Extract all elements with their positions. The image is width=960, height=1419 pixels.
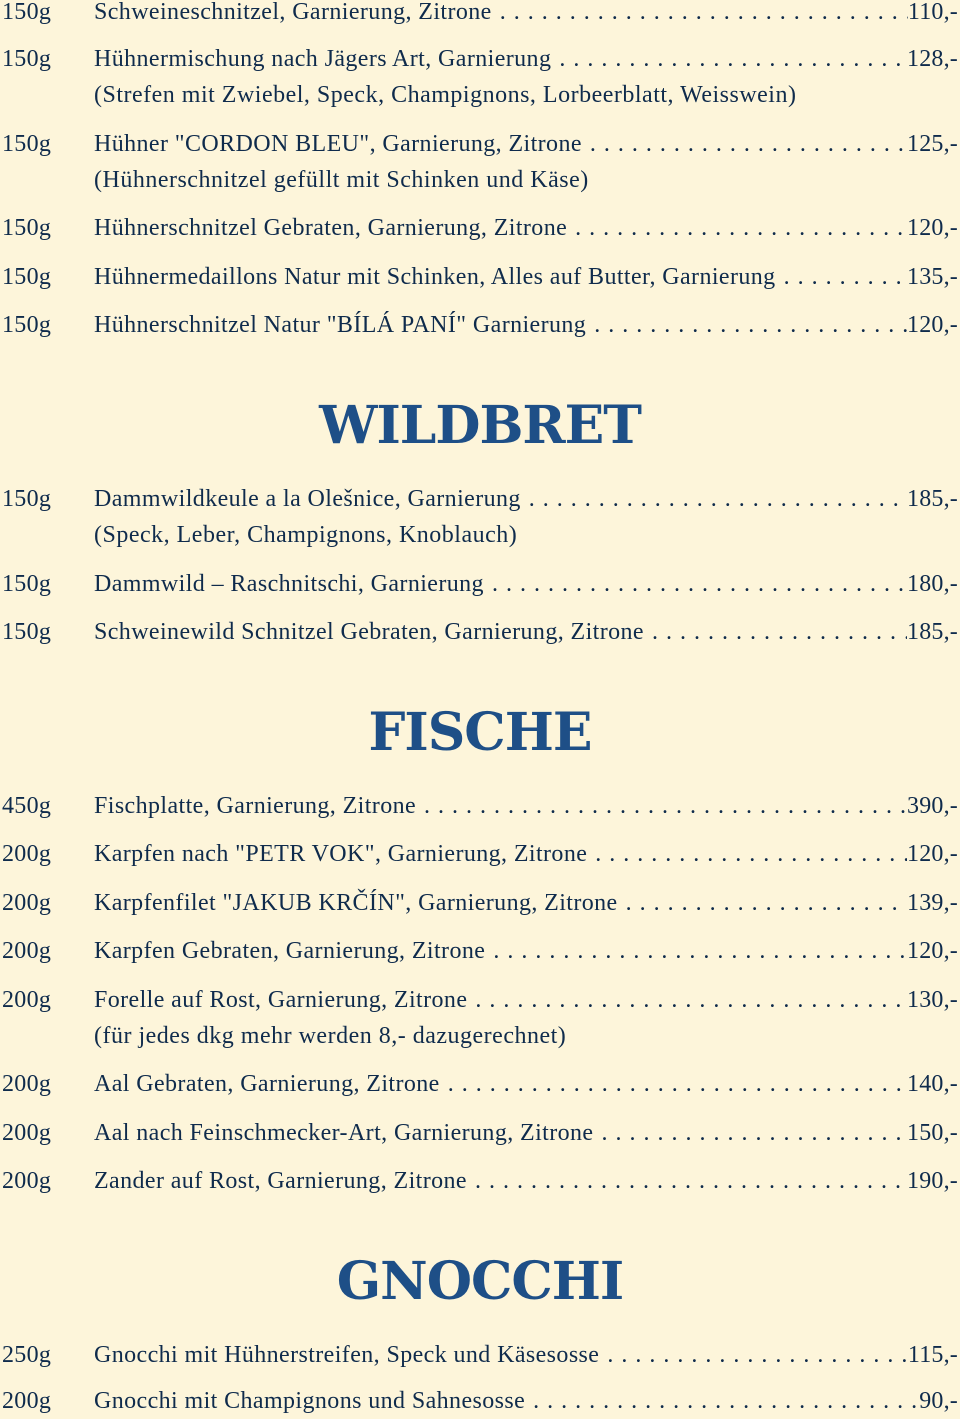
- item-name: Karpfen nach "PETR VOK", Garnierung, Zitrone: [94, 841, 588, 867]
- item-weight: 150g: [2, 215, 52, 241]
- item-price: 90,-: [919, 1388, 958, 1414]
- item-price: 128,-: [907, 46, 958, 72]
- item-price: 150,-: [907, 1120, 958, 1146]
- dot-leader: [599, 1337, 908, 1373]
- item-price: 120,-: [907, 215, 958, 241]
- item-weight: 150g: [2, 264, 52, 290]
- item-price: 185,-: [907, 619, 958, 645]
- dot-leader: [567, 210, 907, 246]
- dot-leader: [593, 1115, 907, 1151]
- item-name: Fischplatte, Garnierung, Zitrone: [94, 793, 417, 819]
- item-weight: 200g: [2, 841, 52, 867]
- item-price: 190,-: [907, 1168, 958, 1194]
- menu-item: [0, 1383, 960, 1419]
- dot-leader: [618, 885, 907, 921]
- item-price: 390,-: [907, 793, 958, 819]
- dot-leader: [644, 614, 907, 650]
- menu-item: [0, 210, 960, 246]
- dot-leader: [551, 41, 907, 77]
- item-name: Hühnerschnitzel Gebraten, Garnierung, Zitrone: [94, 215, 568, 241]
- item-weight: 450g: [2, 793, 52, 819]
- menu-item: [0, 126, 960, 193]
- menu-item: [0, 307, 960, 343]
- item-name: Zander auf Rost, Garnierung, Zitrone: [94, 1168, 467, 1194]
- dot-leader: [467, 982, 907, 1018]
- item-price: 180,-: [907, 571, 958, 597]
- menu-item: [0, 836, 960, 872]
- item-weight: 200g: [2, 1120, 52, 1146]
- item-price: 120,-: [907, 938, 958, 964]
- menu-item: [0, 885, 960, 921]
- item-name: Hühnerschnitzel Natur "BÍLÁ PANÍ" Garnierung: [94, 312, 587, 338]
- item-name: Forelle auf Rost, Garnierung, Zitrone: [94, 987, 468, 1013]
- item-weight: 200g: [2, 890, 52, 916]
- item-description: (Hühnerschnitzel gefüllt mit Schinken und Käse): [94, 167, 589, 193]
- item-name: Karpfen Gebraten, Garnierung, Zitrone: [94, 938, 486, 964]
- item-name: Schweinewild Schnitzel Gebraten, Garnierung, Zitrone: [94, 619, 644, 645]
- menu-item: [0, 933, 960, 969]
- dot-leader: [587, 836, 907, 872]
- dot-leader: [467, 1163, 907, 1199]
- item-weight: 200g: [2, 987, 52, 1013]
- menu-item: [0, 566, 960, 602]
- item-price: 115,-: [907, 1342, 958, 1368]
- item-weight: 200g: [2, 1071, 52, 1097]
- item-price: 120,-: [907, 312, 958, 338]
- item-weight: 150g: [2, 0, 52, 25]
- item-weight: 150g: [2, 486, 52, 512]
- dot-leader: [492, 0, 908, 30]
- section-title-fische: FISCHE: [368, 702, 592, 763]
- section-title-gnocchi: GNOCCHI: [336, 1251, 624, 1312]
- menu-item: [0, 1163, 960, 1199]
- item-name: Dammwildkeule a la Olešnice, Garnierung: [94, 486, 521, 512]
- item-price: 120,-: [907, 841, 958, 867]
- item-weight: 150g: [2, 619, 52, 645]
- item-weight: 150g: [2, 131, 52, 157]
- menu-item: [0, 614, 960, 650]
- dot-leader: [416, 788, 907, 824]
- item-weight: 200g: [2, 938, 52, 964]
- item-name: Hühnermedaillons Natur mit Schinken, Alles auf Butter, Garnierung: [94, 264, 776, 290]
- item-description: (Strefen mit Zwiebel, Speck, Champignons, Lorbeerblatt, Weisswein): [94, 82, 797, 108]
- item-price: 110,-: [907, 0, 958, 25]
- item-price: 185,-: [907, 486, 958, 512]
- item-name: Hühner "CORDON BLEU", Garnierung, Zitrone: [94, 131, 582, 157]
- item-name: Aal Gebraten, Garnierung, Zitrone: [94, 1071, 440, 1097]
- item-name: Gnocchi mit Hühnerstreifen, Speck und Käsesosse: [94, 1342, 600, 1368]
- menu-item: [0, 1115, 960, 1151]
- dot-leader: [582, 126, 907, 162]
- item-name: Gnocchi mit Champignons und Sahnesosse: [94, 1388, 526, 1414]
- item-description: (Speck, Leber, Champignons, Knoblauch): [94, 522, 518, 548]
- item-weight: 200g: [2, 1168, 52, 1194]
- item-price: 135,-: [907, 264, 958, 290]
- item-weight: 150g: [2, 571, 52, 597]
- item-weight: 150g: [2, 312, 52, 338]
- item-name: Karpfenfilet "JAKUB KRČÍN", Garnierung, Zitrone: [94, 890, 618, 916]
- dot-leader: [525, 1383, 919, 1419]
- menu-item: [0, 481, 960, 548]
- dot-leader: [484, 566, 907, 602]
- item-name: Dammwild – Raschnitschi, Garnierung: [94, 571, 484, 597]
- item-name: Hühnermischung nach Jägers Art, Garnierung: [94, 46, 552, 72]
- item-weight: 150g: [2, 46, 52, 72]
- dot-leader: [440, 1066, 907, 1102]
- item-price: 125,-: [907, 131, 958, 157]
- item-description: (für jedes dkg mehr werden 8,- dazugerechnet): [94, 1023, 567, 1049]
- dot-leader: [776, 259, 907, 295]
- item-price: 130,-: [907, 987, 958, 1013]
- menu-item: [0, 259, 960, 295]
- item-name: Aal nach Feinschmecker-Art, Garnierung, Zitrone: [94, 1120, 594, 1146]
- dot-leader: [586, 307, 907, 343]
- item-price: 140,-: [907, 1071, 958, 1097]
- menu-item: [0, 982, 960, 1049]
- section-title-wildbret: WILDBRET: [319, 395, 641, 456]
- dot-leader: [485, 933, 907, 969]
- menu-item: [0, 0, 960, 30]
- menu-item: [0, 41, 960, 108]
- menu-item: [0, 1337, 960, 1373]
- item-name: Schweineschnitzel, Garnierung, Zitrone: [94, 0, 492, 25]
- item-price: 139,-: [907, 890, 958, 916]
- dot-leader: [521, 481, 907, 517]
- item-weight: 200g: [2, 1388, 52, 1414]
- item-weight: 250g: [2, 1342, 52, 1368]
- menu-item: [0, 1066, 960, 1102]
- menu-item: [0, 788, 960, 824]
